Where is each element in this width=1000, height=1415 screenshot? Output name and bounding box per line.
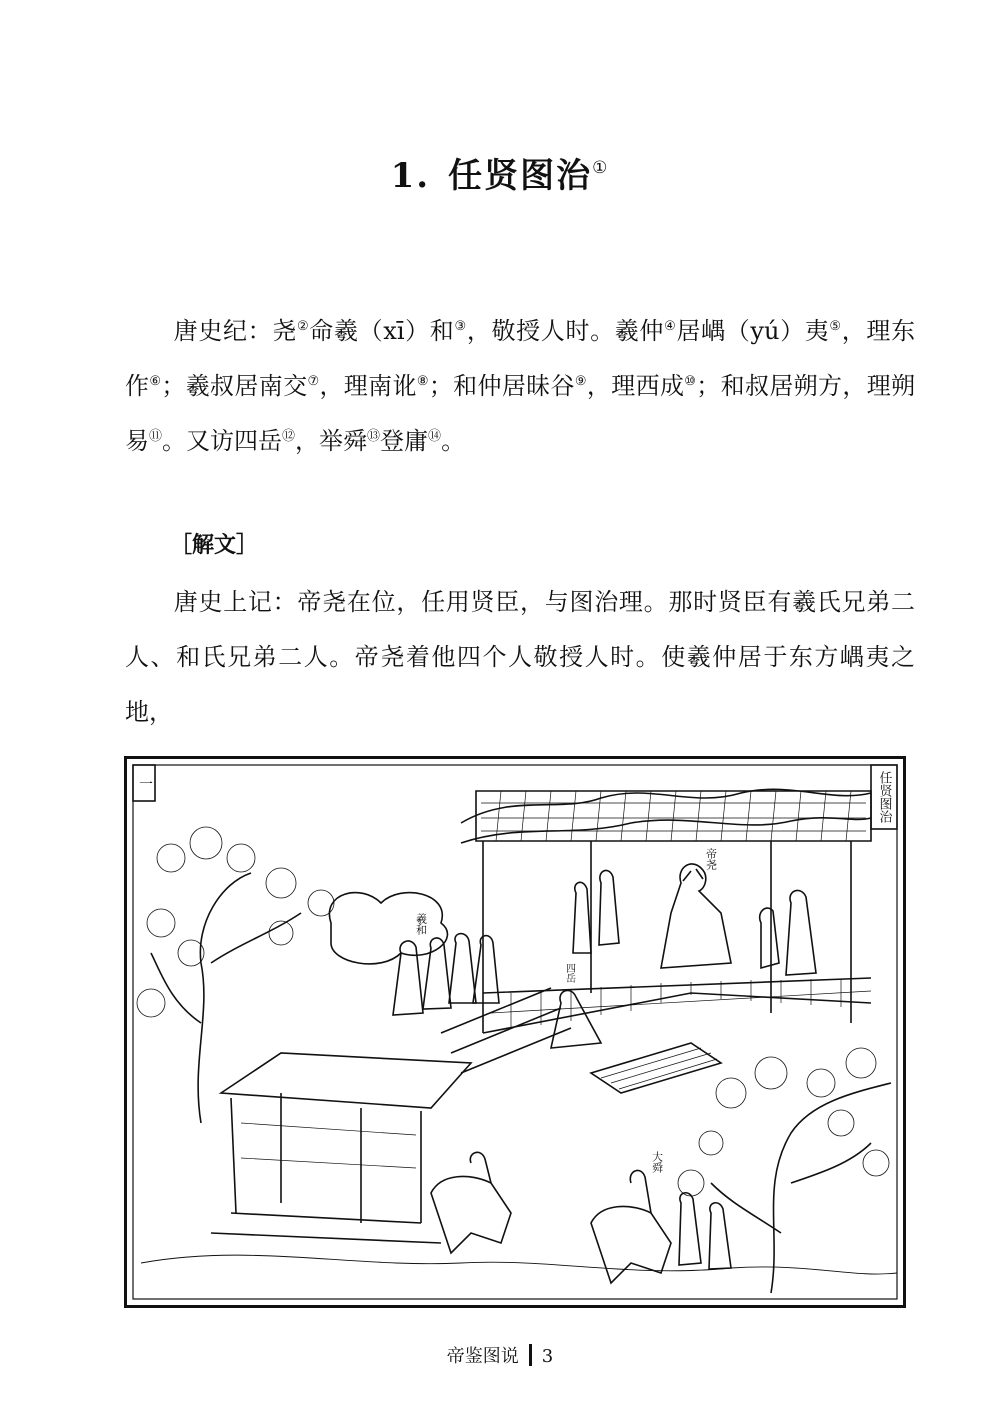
footer-book-title: 帝鉴图说 [446,1346,519,1367]
original-text-run: ，举舜 [295,427,368,455]
original-text-run: ，理南讹 [319,372,417,400]
footnote-marker: ⑧ [416,374,429,389]
footnote-marker: ⑭ [428,429,442,444]
footnote-marker: ③ [454,319,467,334]
footnote-marker: ④ [664,319,677,334]
original-text-run: ，敬授人时。羲仲 [466,317,665,345]
original-text-content [125,317,915,455]
title-footnote-marker: ① [592,158,610,178]
original-text-run: ；和仲居昧谷 [428,372,575,400]
explanation-paragraph [125,575,915,740]
explanation-text: 唐史上记：帝尧在位，任用贤臣，与图治理。那时贤臣有羲氏兄弟二人、和氏兄弟二人。帝尧着他四个人敬授人时。使羲仲居于东方嵎夷之地， [125,588,915,726]
figure-label-siyue: 四岳 [563,963,575,983]
footer-divider [529,1344,532,1366]
original-text-run: 。又访四岳 [162,427,283,455]
original-text-run: 登庸 [380,427,429,455]
figure-label-xihe: 羲和 [414,913,428,935]
original-text-run: ；羲叔居南交 [161,372,308,400]
title-number: 1. [390,156,431,196]
footnote-marker: ⑥ [149,374,162,389]
page-number: 3 [541,1346,554,1367]
figure-label-shun: 大舜 [650,1151,664,1173]
figure-corner-number: 一 [139,777,153,793]
title-text: 任贤图治 [448,156,593,196]
footnote-marker: ⑩ [684,374,697,389]
original-text-run: 。 [441,427,466,455]
footnote-marker: ⑦ [307,374,320,389]
original-text-run: ，理西成 [586,372,685,400]
footnote-marker: ⑤ [829,319,842,334]
original-text-run: ，理东作 [125,317,916,400]
original-text-paragraph [125,304,915,469]
figure-label-emperor: 帝尧 [704,848,718,870]
original-text-run: 命羲（xī）和 [309,317,455,345]
original-text-run: 唐史纪：尧 [173,317,297,345]
footnote-marker: ② [296,319,310,334]
footnote-marker: ⑫ [282,429,296,444]
explanation-heading: ［解文］ [170,532,259,558]
footnote-marker: ⑨ [574,374,587,389]
page-title [0,148,1000,197]
illustration-scene [131,763,899,1301]
footnote-marker: ⑬ [367,429,381,444]
original-text-run: 居嵎（yú）夷 [676,317,830,345]
page-footer [0,1340,1000,1374]
woodblock-illustration [124,756,906,1308]
figure-side-caption: 任贤图治 [876,771,892,823]
original-text-run: ；和叔居朔方，理朔易 [125,372,916,455]
footnote-marker: ⑪ [149,429,163,444]
